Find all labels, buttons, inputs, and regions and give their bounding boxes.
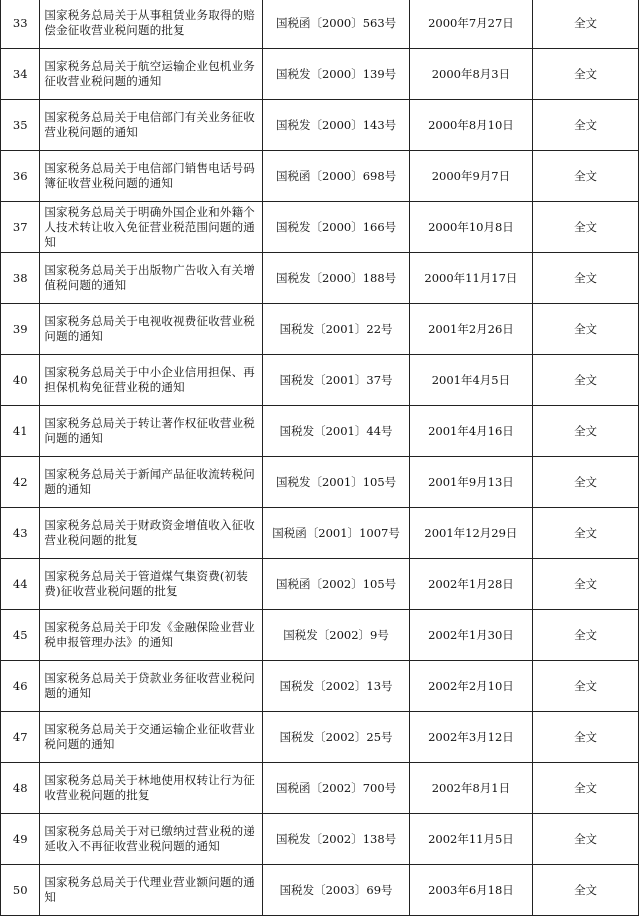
document-number: 国税发〔2000〕166号 — [263, 202, 409, 253]
row-number: 34 — [1, 49, 40, 100]
table-row — [1, 865, 639, 916]
document-number: 国税函〔2000〕563号 — [263, 0, 409, 49]
full-text-link[interactable]: 全文 — [574, 781, 598, 795]
document-title: 国家税务总局关于管道煤气集资费(初装费)征收营业税问题的批复 — [40, 559, 263, 610]
document-number: 国税发〔2000〕143号 — [263, 100, 409, 151]
full-text-cell — [533, 763, 639, 814]
issue-date: 2002年1月28日 — [409, 559, 532, 610]
document-title: 国家税务总局关于电视收视费征收营业税问题的通知 — [40, 304, 263, 355]
issue-date: 2001年2月26日 — [409, 304, 532, 355]
document-number: 国税发〔2000〕188号 — [263, 253, 409, 304]
document-title: 国家税务总局关于电信部门有关业务征收营业税问题的通知 — [40, 100, 263, 151]
issue-date: 2002年2月10日 — [409, 661, 532, 712]
full-text-link[interactable]: 全文 — [574, 475, 598, 489]
full-text-link[interactable]: 全文 — [574, 424, 598, 438]
full-text-link[interactable]: 全文 — [574, 271, 598, 285]
full-text-link[interactable]: 全文 — [574, 832, 598, 846]
document-number: 国税发〔2003〕69号 — [263, 865, 409, 916]
table-row — [1, 406, 639, 457]
document-title: 国家税务总局关于新闻产品征收流转税问题的通知 — [40, 457, 263, 508]
full-text-cell — [533, 457, 639, 508]
document-title: 国家税务总局关于财政资金增值收入征收营业税问题的批复 — [40, 508, 263, 559]
issue-date: 2000年8月3日 — [409, 49, 532, 100]
full-text-cell — [533, 559, 639, 610]
table-row — [1, 763, 639, 814]
row-number: 43 — [1, 508, 40, 559]
document-title: 国家税务总局关于贷款业务征收营业税问题的通知 — [40, 661, 263, 712]
row-number: 49 — [1, 814, 40, 865]
document-title: 国家税务总局关于印发《金融保险业营业税申报管理办法》的通知 — [40, 610, 263, 661]
document-title: 国家税务总局关于交通运输企业征收营业税问题的通知 — [40, 712, 263, 763]
full-text-cell — [533, 508, 639, 559]
document-number: 国税发〔2002〕25号 — [263, 712, 409, 763]
row-number: 38 — [1, 253, 40, 304]
document-number: 国税发〔2002〕138号 — [263, 814, 409, 865]
document-number: 国税发〔2001〕22号 — [263, 304, 409, 355]
row-number: 48 — [1, 763, 40, 814]
issue-date: 2002年1月30日 — [409, 610, 532, 661]
issue-date: 2003年6月18日 — [409, 865, 532, 916]
full-text-cell — [533, 151, 639, 202]
full-text-link[interactable]: 全文 — [574, 16, 598, 30]
full-text-link[interactable]: 全文 — [574, 730, 598, 744]
table-row — [1, 457, 639, 508]
document-title: 国家税务总局关于出版物广告收入有关增值税问题的通知 — [40, 253, 263, 304]
table-row — [1, 0, 639, 49]
issue-date: 2001年4月16日 — [409, 406, 532, 457]
full-text-link[interactable]: 全文 — [574, 628, 598, 642]
full-text-cell — [533, 712, 639, 763]
row-number: 33 — [1, 0, 40, 49]
issue-date: 2001年12月29日 — [409, 508, 532, 559]
table-row — [1, 559, 639, 610]
row-number: 45 — [1, 610, 40, 661]
full-text-link[interactable]: 全文 — [574, 577, 598, 591]
document-title: 国家税务总局关于航空运输企业包机业务征收营业税问题的通知 — [40, 49, 263, 100]
document-number: 国税发〔2001〕37号 — [263, 355, 409, 406]
issue-date: 2000年8月10日 — [409, 100, 532, 151]
document-number: 国税函〔2002〕105号 — [263, 559, 409, 610]
document-number: 国税函〔2000〕698号 — [263, 151, 409, 202]
full-text-cell — [533, 814, 639, 865]
row-number: 35 — [1, 100, 40, 151]
row-number: 39 — [1, 304, 40, 355]
full-text-link[interactable]: 全文 — [574, 322, 598, 336]
full-text-cell — [533, 202, 639, 253]
document-number: 国税发〔2001〕44号 — [263, 406, 409, 457]
table-row — [1, 610, 639, 661]
full-text-link[interactable]: 全文 — [574, 67, 598, 81]
table-row — [1, 661, 639, 712]
full-text-cell — [533, 865, 639, 916]
full-text-cell — [533, 610, 639, 661]
full-text-link[interactable]: 全文 — [574, 526, 598, 540]
table-row — [1, 49, 639, 100]
document-title: 国家税务总局关于中小企业信用担保、再担保机构免征营业税的通知 — [40, 355, 263, 406]
document-title: 国家税务总局关于电信部门销售电话号码簿征收营业税问题的通知 — [40, 151, 263, 202]
full-text-cell — [533, 0, 639, 49]
row-number: 50 — [1, 865, 40, 916]
issue-date: 2000年7月27日 — [409, 0, 532, 49]
row-number: 46 — [1, 661, 40, 712]
table-row — [1, 151, 639, 202]
document-number: 国税函〔2001〕1007号 — [263, 508, 409, 559]
full-text-cell — [533, 661, 639, 712]
document-title: 国家税务总局关于代理业营业额问题的通知 — [40, 865, 263, 916]
row-number: 44 — [1, 559, 40, 610]
row-number: 36 — [1, 151, 40, 202]
table-row — [1, 508, 639, 559]
table-row — [1, 304, 639, 355]
table-row — [1, 253, 639, 304]
table-row — [1, 100, 639, 151]
full-text-link[interactable]: 全文 — [574, 883, 598, 897]
row-number: 37 — [1, 202, 40, 253]
full-text-cell — [533, 406, 639, 457]
issue-date: 2000年10月8日 — [409, 202, 532, 253]
issue-date: 2000年11月17日 — [409, 253, 532, 304]
table-row — [1, 355, 639, 406]
document-title: 国家税务总局关于从事租赁业务取得的赔偿金征收营业税问题的批复 — [40, 0, 263, 49]
table-row — [1, 814, 639, 865]
document-title: 国家税务总局关于对已缴纳过营业税的递延收入不再征收营业税问题的通知 — [40, 814, 263, 865]
issue-date: 2002年8月1日 — [409, 763, 532, 814]
document-number: 国税函〔2002〕700号 — [263, 763, 409, 814]
document-title: 国家税务总局关于林地使用权转让行为征收营业税问题的批复 — [40, 763, 263, 814]
document-number: 国税发〔2002〕9号 — [263, 610, 409, 661]
full-text-link[interactable]: 全文 — [574, 373, 598, 387]
full-text-link[interactable]: 全文 — [574, 679, 598, 693]
full-text-link[interactable]: 全文 — [574, 118, 598, 132]
document-number: 国税发〔2001〕105号 — [263, 457, 409, 508]
issue-date: 2000年9月7日 — [409, 151, 532, 202]
full-text-cell — [533, 355, 639, 406]
document-number: 国税发〔2002〕13号 — [263, 661, 409, 712]
full-text-cell — [533, 253, 639, 304]
issue-date: 2001年9月13日 — [409, 457, 532, 508]
full-text-link[interactable]: 全文 — [574, 169, 598, 183]
row-number: 41 — [1, 406, 40, 457]
document-title: 国家税务总局关于转让著作权征收营业税问题的通知 — [40, 406, 263, 457]
document-title: 国家税务总局关于明确外国企业和外籍个人技术转让收入免征营业税范围问题的通知 — [40, 202, 263, 253]
full-text-cell — [533, 100, 639, 151]
row-number: 42 — [1, 457, 40, 508]
full-text-cell — [533, 49, 639, 100]
table-row — [1, 712, 639, 763]
table-row — [1, 202, 639, 253]
full-text-link[interactable]: 全文 — [574, 220, 598, 234]
full-text-cell — [533, 304, 639, 355]
document-number: 国税发〔2000〕139号 — [263, 49, 409, 100]
issue-date: 2002年3月12日 — [409, 712, 532, 763]
table-body — [1, 0, 639, 916]
row-number: 47 — [1, 712, 40, 763]
issue-date: 2001年4月5日 — [409, 355, 532, 406]
row-number: 40 — [1, 355, 40, 406]
issue-date: 2002年11月5日 — [409, 814, 532, 865]
